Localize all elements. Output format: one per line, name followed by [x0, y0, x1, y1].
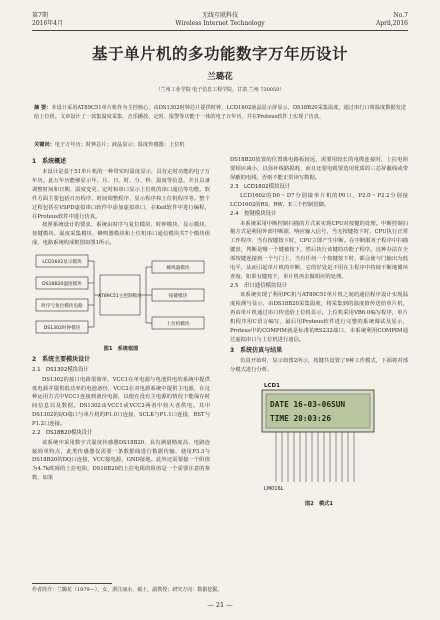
block-label-mcu: AT89C51主控制模块	[98, 294, 142, 300]
lcd-part-number: LM016L	[264, 485, 284, 492]
section-2-4-paragraph: 本系统采用中断控制扫描的方式来实现CPU对按键的处理。中断控制扫描方式是利用外部中断源，响应输入信号，当无按键按下时，CPU执行正常工作程序，当有按键按下时，CPU立即产生中断。在中断服务子程序中扫描键盘，判断是哪一个键被按下，然后执行该键的功能子程序。这种办法在全部按键连接到一个与门上，当有任何一个按键按下时，都会使与门输出为低电平，从而引起单片机的中断，它的好处是不用在主程序中持续不断地循环查询，如果有键按下，单片机再去做相应的处理。	[230, 220, 408, 280]
section-2-3-heading: 2.3 LCD1602模块设计	[230, 183, 291, 190]
lcd-pins	[276, 432, 354, 482]
header-rule	[32, 30, 408, 31]
abstract	[34, 104, 406, 122]
lcd-line-2: TIME 20:03:26	[270, 413, 332, 423]
section-2-3-paragraph: LCD1602的D0～D7分别接单片机的P0口，P2.0～P2.2分别接LCD1602的RS，RW，E三个控制管脚。	[230, 193, 408, 209]
header-issue: 第7期	[32, 12, 48, 19]
block-label-ds1302: DS1302时钟模块	[43, 326, 81, 332]
section-2-1-paragraph: DS1302的接口电路很简单，VCC1在单电源与电池供电的系统中提供低电源并提供低功率的电池备份，VCC2在双电源系统中提供主电源，在这种运用方式中VCC1连接到备份电源，以便在没有主电源的情况下能保存时间信息以及数据。DS1302由VCC1或VCC2两者中较大者供电。其中DS1302的I/O端口与单片机的P1.0口连接，SCLK与P1.1口连接，RST与P1.2口连接。	[32, 376, 210, 428]
header-journal-cn: 无线互联科技	[201, 12, 238, 19]
keywords-text: 电子万年历；时钟芯片；液晶显示；温度传感器；上位机	[54, 142, 185, 148]
section-2-5-paragraph: 该系统实现了利用PC机与AT89C51单片机之间的通信程序设计实现温度检测与显示，由DS18B20采集温度，将采集到的温度值传送给单片机，再由单片机通过串口传送给上位机显示，上位机采用VB6.0编写程序，单片机程序用C语言编写，最后用Proteus软件进行完整的系统调试及显示，Proteus中的COMPIM就是标准的RS232端口，本系统利用COMPIM通过虚拟串口与上位机进行通信。	[230, 292, 408, 343]
section-2-2-heading: 2.2 DS18B20模块设计	[32, 430, 93, 437]
block-label-lcd: LCD1602显示模块	[42, 260, 82, 266]
block-label-keys: 按键模块	[168, 294, 188, 300]
lcd-label: LCD1	[264, 382, 280, 389]
section-1-heading: 1 系统概述	[32, 158, 67, 165]
block-label-pc: 上位机模块	[166, 322, 190, 328]
figure-1-system-block-diagram	[32, 251, 210, 343]
header-date: 2016年4月	[32, 20, 64, 27]
section-2-2-continued: DS18B20放置的位置离电路板较远，需要用较长的电缆连接时，上拉电阻要相应减小，以弥补线路损耗，而且还要电缆要选用优质的三芯屏蔽线或带屏蔽的电线，否则不能正常读写数据。	[230, 157, 408, 181]
left-column	[32, 156, 210, 483]
figure-2-lcd-simulation	[230, 378, 408, 500]
footnote-rule	[32, 583, 112, 584]
paper-author: 兰璐花	[207, 72, 233, 82]
header-right	[376, 12, 408, 28]
section-2-2-paragraph: 该系统中采用数字式温度传感器DS18B20，具有测量精度高、电路连接简单特点，此类传感器仅需要一条数据线进行数据传输，使用P3.3与DS18B20的DQ口连接，VCC接电源，GND接地。此外还需要接一个阻值为4.7k欧姆的上拉电阻，DS18B20的上拉电阻的阻值是一个需要注意的参数，如果	[32, 439, 210, 482]
block-diagram-svg	[32, 251, 210, 343]
lcd-simulation-svg	[230, 378, 408, 500]
header-journal-en: Wireless Internet Technology	[175, 20, 265, 27]
right-column	[230, 156, 408, 509]
abstract-text: 本设计采用AT89C51单片机作为主控核心，由DS1302时钟芯片提供时钟，LCD1602液晶显示屏显示，DS18B20采集温度，通过串行口将温度数据发送给上位机。文章设计了一款集温度采集、音乐播放、定时、报警等功能于一体的电子万年历，并在Proteus软件上实现了仿真。	[34, 105, 406, 120]
section-2-5-heading: 2.5 串口通信模块设计	[230, 282, 288, 289]
keywords	[34, 141, 406, 150]
paper-title: 基于单片机的多功能数字万年历设计	[91, 45, 348, 63]
abstract-label: 摘 要：	[34, 105, 52, 111]
header-center	[32, 12, 408, 28]
section-3-heading: 3 系统仿真与结果	[230, 346, 283, 354]
author-footnote: 作者简介：兰璐花（1979—），女，浙江丽水，硕士，副教授；研究方向：数据挖掘。	[32, 587, 223, 593]
header-month: April,2016	[375, 20, 408, 27]
section-1-paragraph-1: 本设计是基于51单片机的一种带实时温度显示，具有定时功能的电子万年历。此万年历能够显示年、月、日、时、分、秒、温度等信息，并且具备调整时间和日期、温度变更、定时和串口显示上位机的串口通信等功能。软件方面主要包括日历程序、时间调整程序、显示程序和上位机程序等。整个过程包括在VSPD虚拟串口软件中添加虚拟串口，在Keil软件中进行编程，在Proteus软件中进行仿真。	[32, 169, 210, 220]
block-label-reset: 时序与复位模块电路	[41, 304, 83, 310]
block-label-buzzer: 蜂鸣器模块	[166, 266, 190, 272]
header-no: No.7	[393, 12, 408, 19]
section-1-paragraph-2: 按照系统设计的要求，系统由时序与复位模块、时钟模块、显示模块、按键模块、温度采集模块、蜂鸣器模块和上位机串口通信模块共7个模块组成，电路系统构成框图如图1所示。	[32, 222, 210, 247]
section-2-1-heading: 2.1 DS1302模块设计	[32, 367, 89, 374]
figure-2-caption: 图2 模式1	[305, 500, 333, 507]
block-label-ds18b20: DS18B20温度模块	[42, 282, 82, 288]
paper-affiliation: （兰州工业学院 电子信息工程学院，甘肃 兰州 730050）	[155, 87, 285, 93]
section-3-paragraph: 仿真开始时，显示如图2所示，按键共设置了9种工作模式，下面将对部分模式进行分析。	[230, 357, 408, 373]
figure-1-caption: 图1 系统框图	[103, 346, 139, 353]
section-2-heading: 2 系统主要模块设计	[32, 356, 91, 364]
page-number: — 21 —	[207, 601, 233, 609]
section-2-4-heading: 2.4 按键模块设计	[230, 211, 277, 218]
lcd-line-1: DATE 16-03-06SUN	[270, 399, 346, 409]
keywords-label: 关键词：	[34, 142, 55, 148]
